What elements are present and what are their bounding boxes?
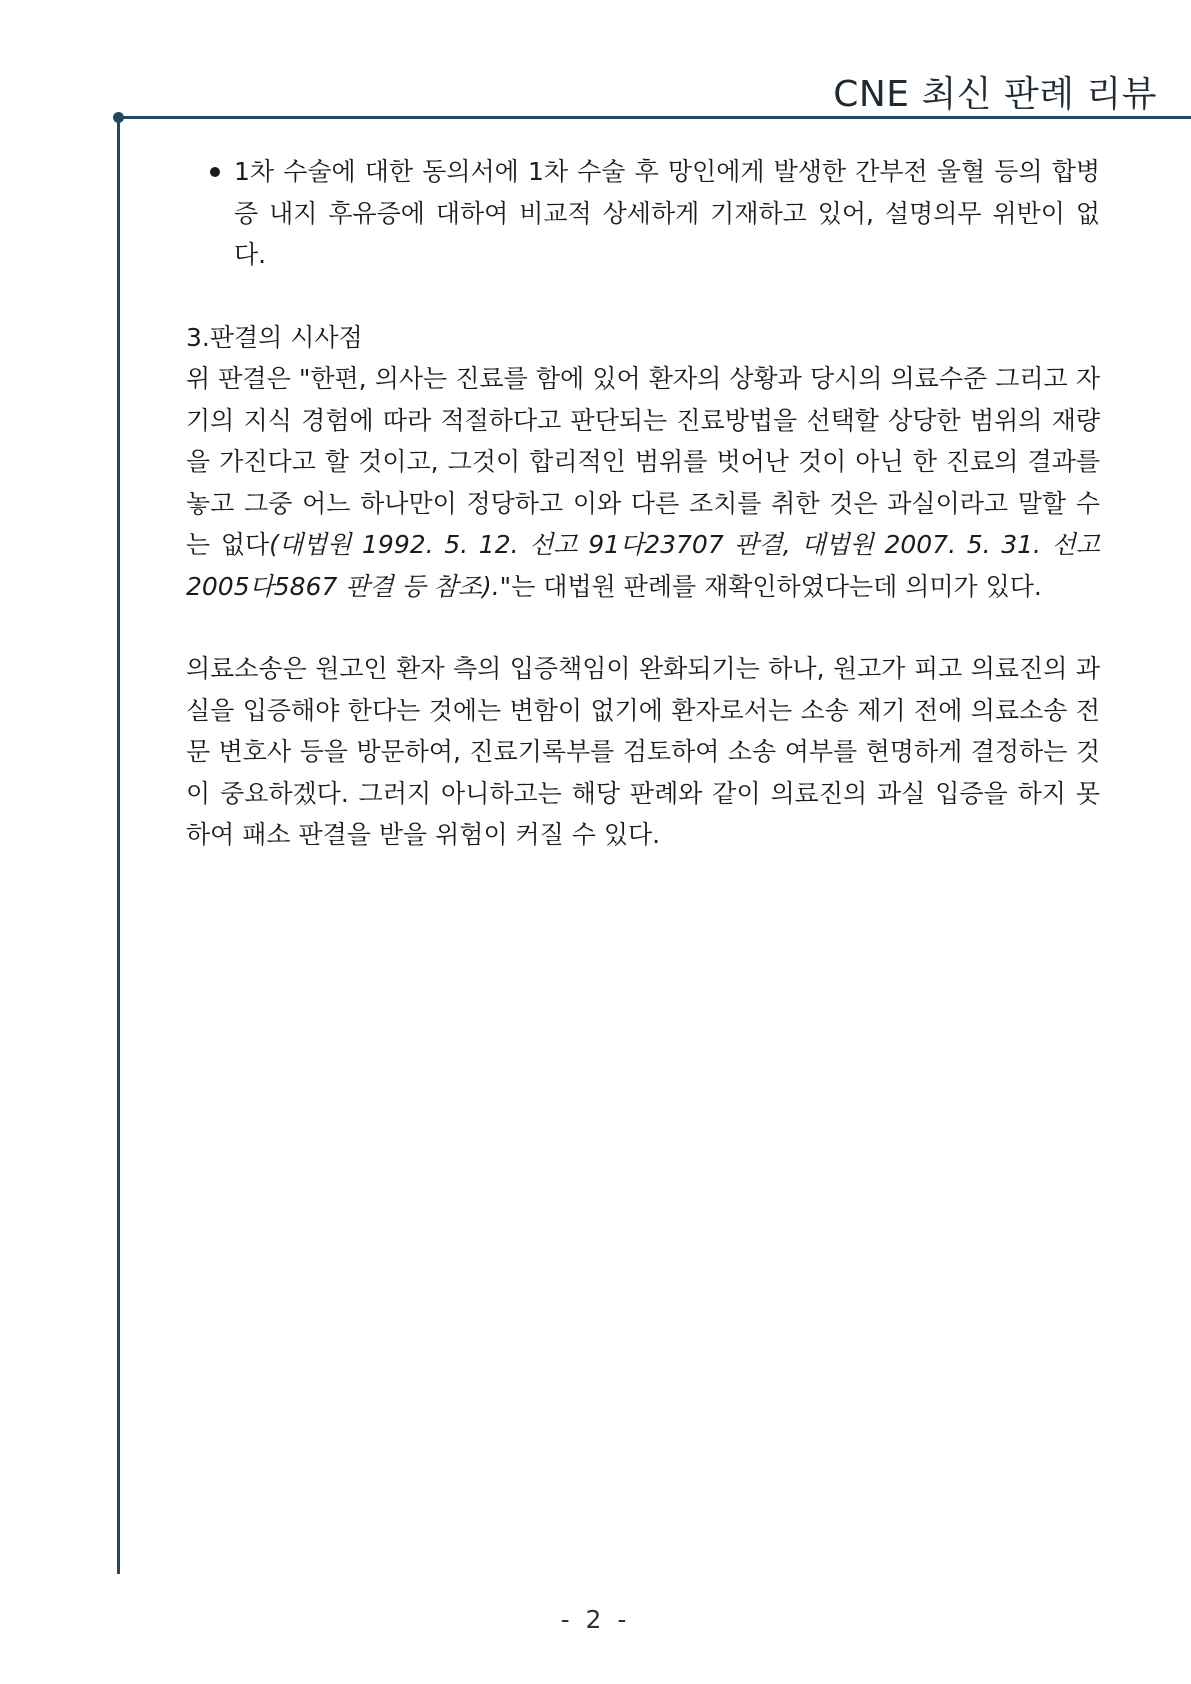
divider-corner-dot [113, 112, 124, 123]
bullet-dot-icon [210, 167, 220, 177]
bullet-list [186, 151, 1100, 276]
paragraph-quote-text: 위 판결은 "한편, 의사는 진료를 함에 있어 환자의 상황과 당시의 의료수준 그리고 자기의 지식 경험에 따라 적절하다고 판단되는 진료방법을 선택할 상당한 범위의 재량을 가진다고 할 것이고, 그것이 합리적인 범위를 벗어난 것이 아닌 한 진료의 결과를 놓고 그중 어느 하나만이 정당하고 이와 다른 조치를 취한 것은 과실이라고 말할 수는 없다 [186, 364, 1100, 559]
document-header-title: CNE 최신 판례 리뷰 [833, 74, 1157, 115]
implication-paragraph [186, 358, 1100, 607]
section-heading: 3.판결의 시사점 [186, 322, 363, 352]
left-margin-line [117, 116, 120, 1574]
advice-paragraph: 의료소송은 원고인 환자 측의 입증책임이 완화되기는 하나, 원고가 피고 의료진의 과실을 입증해야 한다는 것에는 변함이 없기에 환자로서는 소송 제기 전에 의료소송 전문 변호사 등을 방문하여, 진료기록부를 검토하여 소송 여부를 현명하게 결정하는 것이 중요하겠다. 그러지 아니하고는 해당 판례와 같이 의료진의 과실 입증을 하지 못하여 패소 판결을 받을 위험이 커질 수 있다. [186, 654, 1100, 849]
paragraph-conclusion-text: 는 대법원 판례를 재확인하였다는데 의미가 있다. [511, 571, 1042, 601]
header-divider-line [117, 116, 1191, 119]
case-citation: (대법원 1992. 5. 12. 선고 91다23707 판결, 대법원 2007. 5. 31. 선고 2005다5867 판결 등 참조)." [186, 530, 1100, 601]
page-number: - 2 - [560, 1605, 631, 1634]
bullet-item-text: 1차 수술에 대한 동의서에 1차 수술 후 망인에게 발생한 간부전 울혈 등의 합병증 내지 후유증에 대하여 비교적 상세하게 기재하고 있어, 설명의무 위반이 없다. [234, 157, 1100, 269]
document-body [186, 151, 1100, 856]
bullet-item [186, 151, 1100, 276]
